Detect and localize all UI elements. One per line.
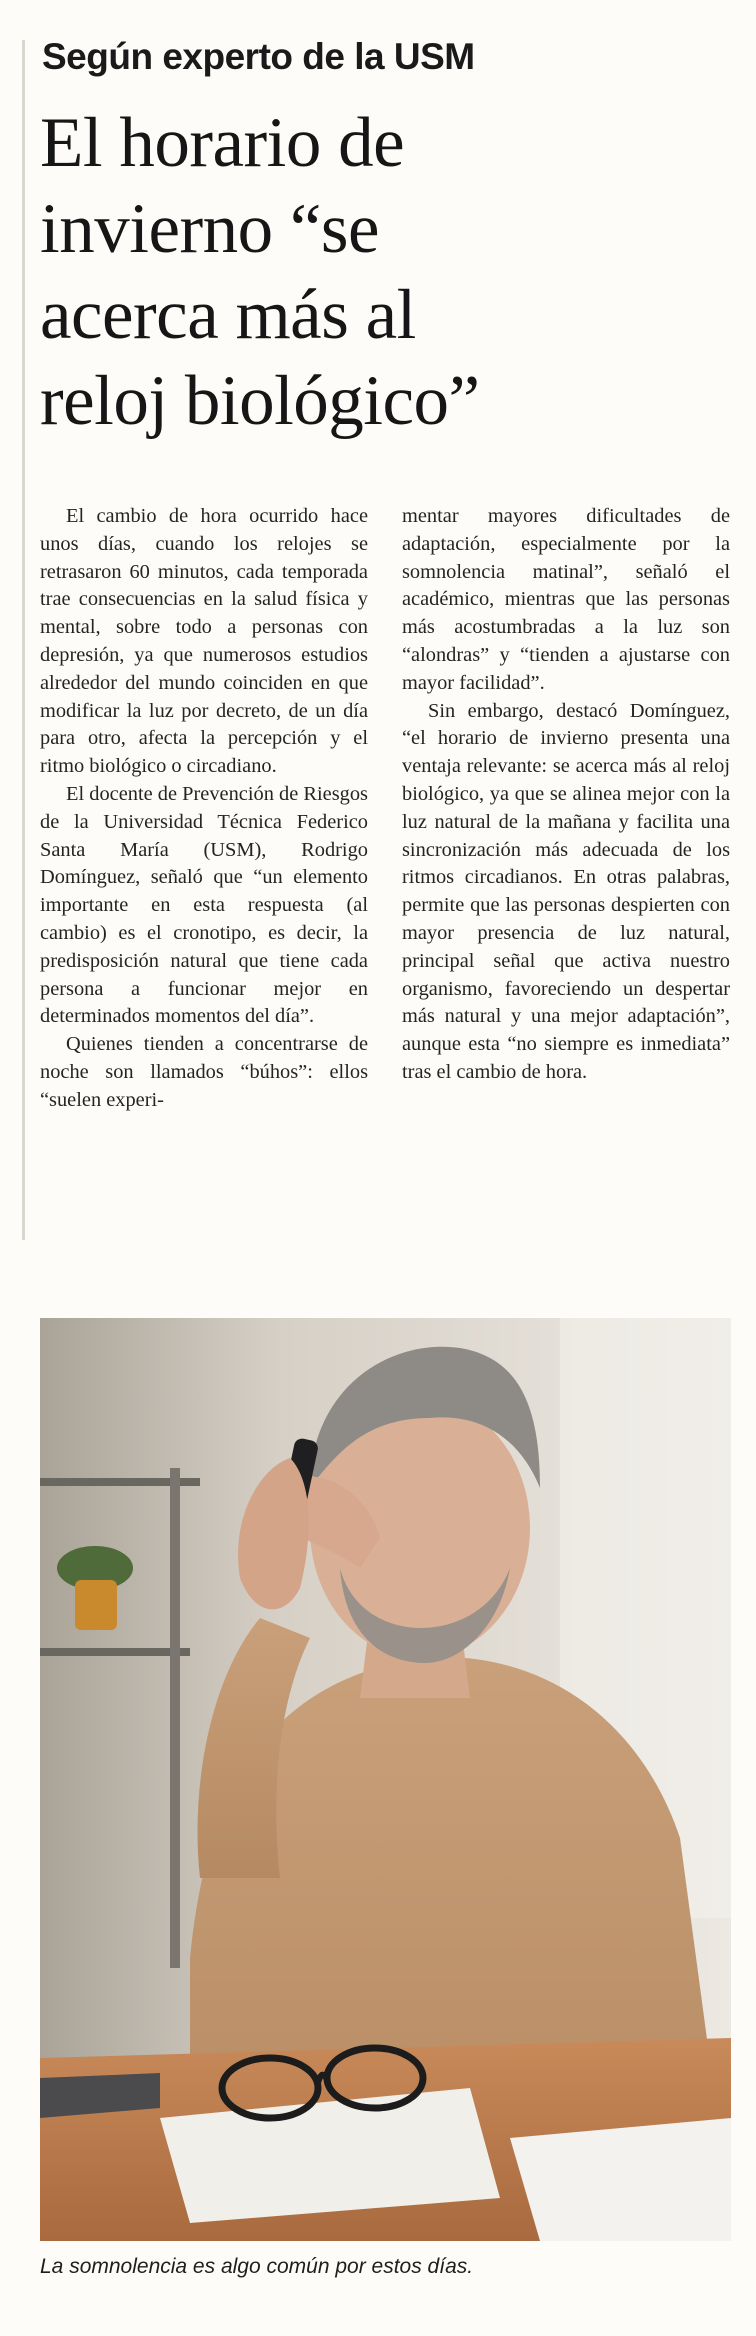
column-left <box>40 503 368 1115</box>
article-photo <box>40 1318 731 2241</box>
article-body <box>40 503 730 1115</box>
paragraph: El cambio de hora ocurrido hace unos días, cuando los relojes se retrasaron 60 minutos, cada temporada trae consecuencias en la salud física y mental, sobre todo a personas con depresión, ya que numerosos estudios alrededor del mundo coinciden en que modificar la luz por decreto, de un día para otro, afecta la percepción y el ritmo biológico o circadiano. <box>40 505 368 778</box>
headline-line: invierno “se <box>40 190 380 268</box>
kicker: Según experto de la USM <box>42 36 475 77</box>
photo-caption: La somnolencia es algo común por estos días. <box>40 2255 474 2278</box>
column-right <box>402 503 730 1115</box>
paragraph: mentar mayores dificultades de adaptación, especialmente por la somnolencia matinal”, señaló el académico, mientras que las personas más acostumbradas a la luz son “alondras” y “tienden a ajustarse con mayor facilidad”. <box>402 505 730 694</box>
photo-man-on-phone-icon <box>40 1318 731 2241</box>
headline-line: acerca más al <box>40 276 416 354</box>
paragraph: Quienes tienden a concentrarse de noche son llamados “búhos”: ellos “suelen experi- <box>40 1033 368 1111</box>
paragraph: El docente de Prevención de Riesgos de la Universidad Técnica Federico Santa María (USM), Rodrigo Domínguez, señaló que “un elemento importante en esta respuesta (al cambio) es el cronotipo, es decir, la predisposición natural que tiene cada persona a funcionar mejor en determinados momentos del día”. <box>40 782 368 1028</box>
column-rule <box>22 40 25 1240</box>
headline-line: El horario de <box>40 104 405 182</box>
headline <box>40 100 730 444</box>
headline-line: reloj biológico” <box>40 362 480 440</box>
paragraph: Sin embargo, destacó Domínguez, “el horario de invierno presenta una ventaja relevante: se acerca más al reloj biológico, ya que se alinea mejor con la luz natural de la mañana y facilita una sincronización más adecuada de los ritmos circadianos. En otras palabras, permite que las personas despierten con mayor presencia de luz natural, principal señal que activa nuestro organismo, favoreciendo un despertar más natural y una mejor adaptación”, aunque esta “no siempre es inmediata” tras el cambio de hora. <box>402 699 730 1083</box>
